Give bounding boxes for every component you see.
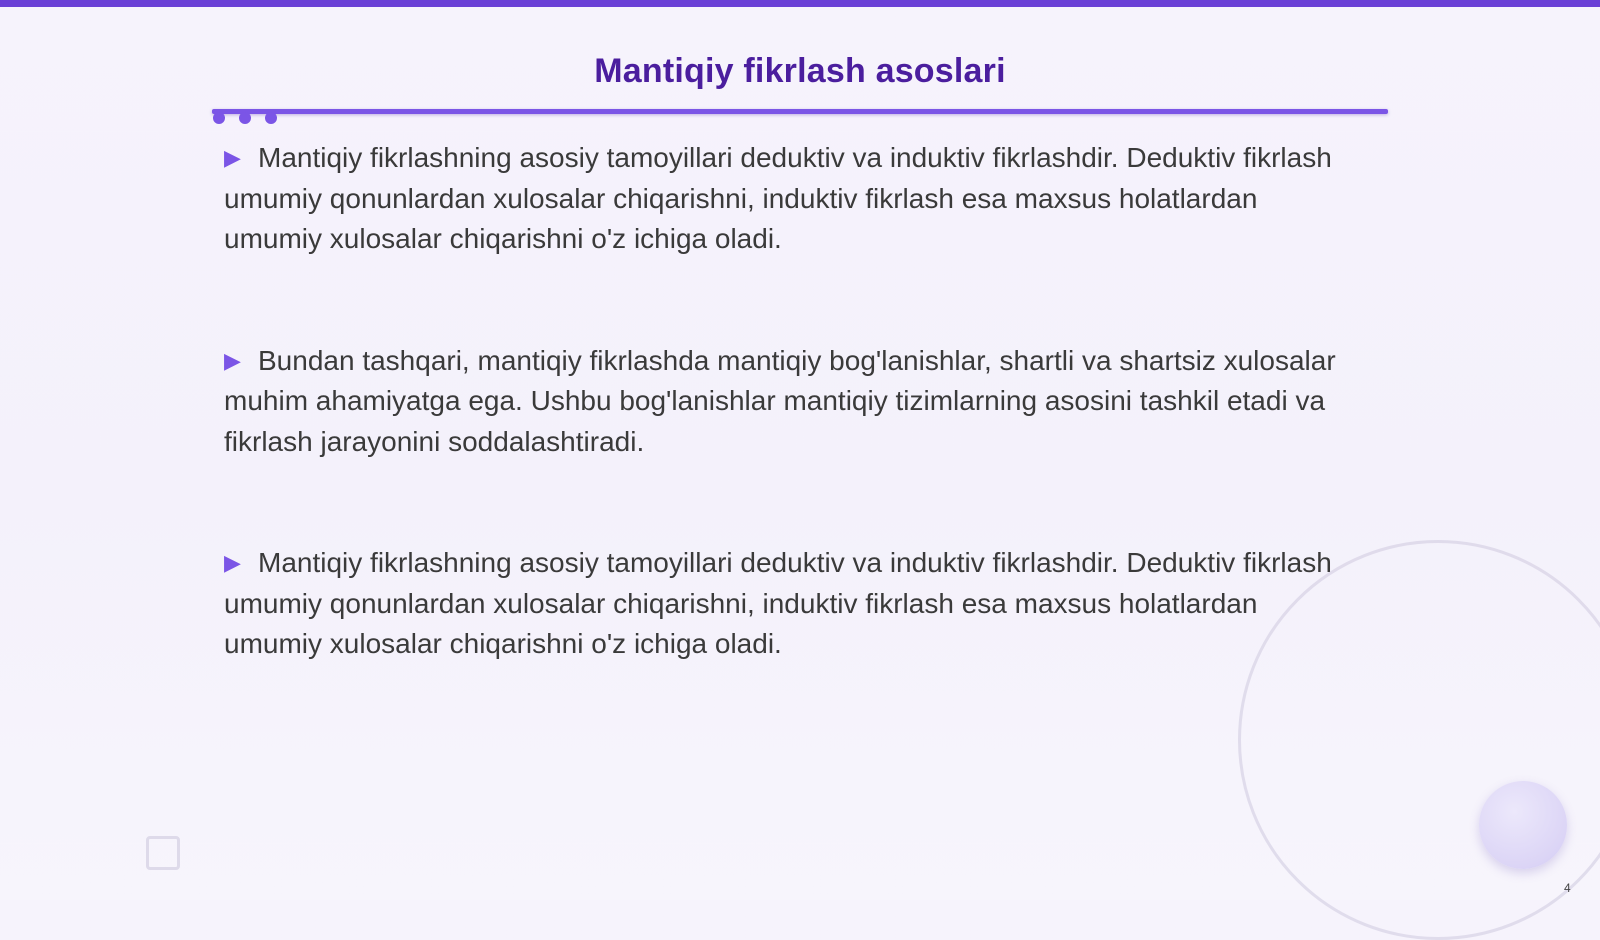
bullet-text: Bundan tashqari, mantiqiy fikrlashda mantiqiy bog'lanishlar, shartli va shartsiz xulosalar muhim ahamiyatga ega. Ushbu bog'lanishlar mantiqiy tizimlarning asosini tashkil etadi va fikrlash jarayonini soddalashtiradi. bbox=[224, 344, 1336, 457]
page-number: 4 bbox=[1564, 881, 1571, 895]
underline-dot bbox=[265, 112, 277, 124]
underline-dot bbox=[239, 112, 251, 124]
decorative-square-icon bbox=[146, 836, 180, 870]
bullet-item bbox=[224, 138, 1354, 260]
bullet-item bbox=[224, 543, 1354, 665]
bullet-triangle-icon: ▶ bbox=[224, 347, 241, 373]
decorative-disc-icon bbox=[1479, 781, 1567, 869]
bullet-text: Mantiqiy fikrlashning asosiy tamoyillari deduktiv va induktiv fikrlashdir. Deduktiv fikrlash umumiy qonunlardan xulosalar chiqarishni, induktiv fikrlash esa maxsus holatlardan umumiy xulosalar chiqarishni o'z ichiga oladi. bbox=[224, 547, 1332, 659]
bullet-text: Mantiqiy fikrlashning asosiy tamoyillari deduktiv va induktiv fikrlashdir. Deduktiv fikrlash umumiy qonunlardan xulosalar chiqarishni, induktiv fikrlash esa maxsus holatlardan umumiy xulosalar chiqarishni o'z ichiga oladi. bbox=[224, 142, 1332, 254]
bullet-item bbox=[224, 341, 1354, 463]
bullet-triangle-icon: ▶ bbox=[224, 145, 241, 170]
title-underline bbox=[212, 109, 1388, 114]
underline-dot bbox=[213, 112, 225, 124]
bullet-triangle-icon: ▶ bbox=[224, 550, 241, 575]
bullet-list bbox=[224, 138, 1354, 746]
slide-title: Mantiqiy fikrlash asoslari bbox=[594, 52, 1006, 90]
top-accent-bar bbox=[0, 0, 1600, 7]
